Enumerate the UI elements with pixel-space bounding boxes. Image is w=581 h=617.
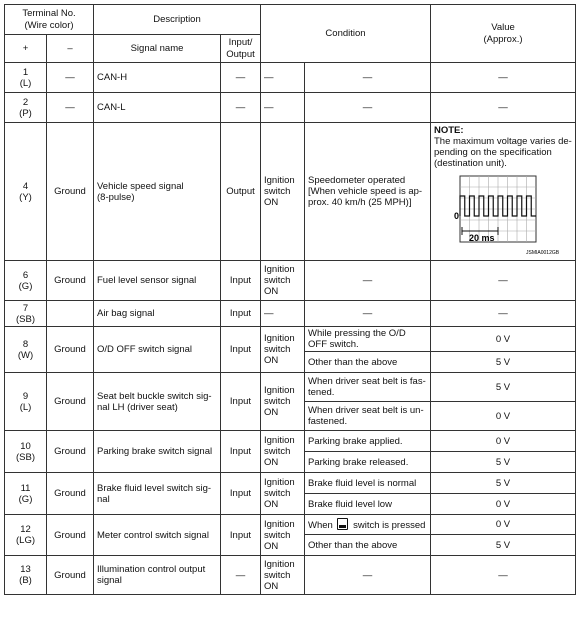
condition-switch-cell: — bbox=[261, 301, 305, 327]
value-cell: 0 V bbox=[431, 431, 576, 452]
header-description: Description bbox=[94, 5, 261, 35]
value-cell: 5 V bbox=[431, 535, 576, 556]
ground-cell: Ground bbox=[47, 431, 94, 473]
signal-name-cell: Fuel level sensor signal bbox=[94, 261, 221, 301]
value-cell: 0 V bbox=[431, 494, 576, 515]
condition-detail-cell: Parking brake released. bbox=[305, 452, 431, 473]
table-row bbox=[5, 261, 576, 301]
signal-name-cell: O/D OFF switch signal bbox=[94, 327, 221, 373]
condition-detail-cell: — bbox=[305, 556, 431, 595]
input-output-cell: Input bbox=[221, 473, 261, 515]
value-cell: 0 V bbox=[431, 327, 576, 352]
terminal-cell: 4 (Y) bbox=[5, 123, 47, 261]
signal-name-cell: Seat belt buckle switch sig- nal LH (driver seat) bbox=[94, 373, 221, 431]
table-row bbox=[5, 515, 576, 535]
note-title: NOTE: bbox=[434, 125, 464, 136]
input-output-cell: Input bbox=[221, 261, 261, 301]
meter-switch-icon bbox=[337, 518, 348, 530]
table-row bbox=[5, 431, 576, 452]
input-output-cell: Input bbox=[221, 301, 261, 327]
header-input-output: Input/ Output bbox=[221, 35, 261, 63]
table-row bbox=[5, 123, 576, 261]
value-cell: — bbox=[431, 63, 576, 93]
terminal-cell: 13 (B) bbox=[5, 556, 47, 595]
input-output-cell: Input bbox=[221, 515, 261, 556]
input-output-cell: — bbox=[221, 63, 261, 93]
signal-name-cell: Air bag signal bbox=[94, 301, 221, 327]
table-row bbox=[5, 373, 576, 402]
condition-detail-cell: When switch is pressed bbox=[305, 515, 431, 535]
input-output-cell: Output bbox=[221, 123, 261, 261]
value-cell: — bbox=[431, 261, 576, 301]
condition-detail-cell: When driver seat belt is fas- tened. bbox=[305, 373, 431, 402]
time-label: 20 ms bbox=[469, 233, 495, 243]
terminal-cell: 10 (SB) bbox=[5, 431, 47, 473]
terminal-cell: 7 (SB) bbox=[5, 301, 47, 327]
value-note-cell bbox=[431, 123, 576, 261]
signal-name-cell: Meter control switch signal bbox=[94, 515, 221, 556]
condition-switch-cell: Ignition switch ON bbox=[261, 373, 305, 431]
ground-cell bbox=[47, 301, 94, 327]
header-value: Value (Approx.) bbox=[431, 5, 576, 63]
condition-detail-cell: Speedometer operated [When vehicle speed is ap- prox. 40 km/h (25 MPH)] bbox=[305, 123, 431, 261]
terminal-cell: 1 (L) bbox=[5, 63, 47, 93]
page bbox=[4, 4, 576, 595]
terminal-cell: 9 (L) bbox=[5, 373, 47, 431]
condition-detail-cell: Brake fluid level low bbox=[305, 494, 431, 515]
table-row bbox=[5, 327, 576, 352]
header-minus: – bbox=[47, 35, 94, 63]
signal-name-cell: CAN-L bbox=[94, 93, 221, 123]
ground-cell: Ground bbox=[47, 556, 94, 595]
value-cell: 5 V bbox=[431, 352, 576, 373]
header-condition: Condition bbox=[261, 5, 431, 63]
value-cell: — bbox=[431, 93, 576, 123]
condition-detail-cell: — bbox=[305, 301, 431, 327]
input-output-cell: Input bbox=[221, 327, 261, 373]
table-row bbox=[5, 63, 576, 93]
condition-detail-cell: Brake fluid level is normal bbox=[305, 473, 431, 494]
value-cell: 5 V bbox=[431, 452, 576, 473]
condition-detail-cell: — bbox=[305, 93, 431, 123]
condition-detail-cell: When driver seat belt is un- fastened. bbox=[305, 402, 431, 431]
ground-cell: Ground bbox=[47, 373, 94, 431]
signal-name-cell: Vehicle speed signal (8-pulse) bbox=[94, 123, 221, 261]
condition-switch-cell: Ignition switch ON bbox=[261, 473, 305, 515]
input-output-cell: Input bbox=[221, 373, 261, 431]
terminal-table bbox=[4, 4, 576, 595]
waveform-diagram bbox=[434, 172, 572, 256]
condition-detail-cell: — bbox=[305, 63, 431, 93]
condition-switch-cell: Ignition switch ON bbox=[261, 261, 305, 301]
condition-detail-cell: Other than the above bbox=[305, 535, 431, 556]
value-cell: 5 V bbox=[431, 373, 576, 402]
condition-detail-cell: Other than the above bbox=[305, 352, 431, 373]
zero-label: 0 bbox=[454, 211, 460, 221]
value-cell: — bbox=[431, 556, 576, 595]
condition-detail-cell: While pressing the O/D OFF switch. bbox=[305, 327, 431, 352]
signal-name-cell: CAN-H bbox=[94, 63, 221, 93]
condition-switch-cell: Ignition switch ON bbox=[261, 431, 305, 473]
condition-switch-cell: — bbox=[261, 93, 305, 123]
value-cell: 0 V bbox=[431, 402, 576, 431]
table-row bbox=[5, 556, 576, 595]
terminal-cell: 11 (G) bbox=[5, 473, 47, 515]
ground-cell: — bbox=[47, 63, 94, 93]
ground-cell: Ground bbox=[47, 261, 94, 301]
condition-switch-cell: Ignition switch ON bbox=[261, 515, 305, 556]
value-cell: 5 V bbox=[431, 473, 576, 494]
value-cell: 0 V bbox=[431, 515, 576, 535]
value-cell: — bbox=[431, 301, 576, 327]
input-output-cell: — bbox=[221, 556, 261, 595]
header-terminal: Terminal No. (Wire color) bbox=[5, 5, 94, 35]
ground-cell: Ground bbox=[47, 515, 94, 556]
table-row bbox=[5, 301, 576, 327]
note-text: The maximum voltage varies de- pending on the specification (destination unit). bbox=[434, 136, 572, 169]
terminal-cell: 8 (W) bbox=[5, 327, 47, 373]
ground-cell: — bbox=[47, 93, 94, 123]
ground-cell: Ground bbox=[47, 327, 94, 373]
input-output-cell: Input bbox=[221, 431, 261, 473]
figure-code: JSMIA0012GB bbox=[526, 250, 560, 256]
terminal-cell: 2 (P) bbox=[5, 93, 47, 123]
ground-cell: Ground bbox=[47, 123, 94, 261]
condition-switch-cell: Ignition switch ON bbox=[261, 123, 305, 261]
condition-detail-cell: — bbox=[305, 261, 431, 301]
condition-switch-cell: — bbox=[261, 63, 305, 93]
condition-switch-cell: Ignition switch ON bbox=[261, 556, 305, 595]
terminal-cell: 12 (LG) bbox=[5, 515, 47, 556]
ground-cell: Ground bbox=[47, 473, 94, 515]
input-output-cell: — bbox=[221, 93, 261, 123]
condition-switch-cell: Ignition switch ON bbox=[261, 327, 305, 373]
condition-detail-cell: Parking brake applied. bbox=[305, 431, 431, 452]
terminal-cell: 6 (G) bbox=[5, 261, 47, 301]
header-signal-name: Signal name bbox=[94, 35, 221, 63]
header-plus: + bbox=[5, 35, 47, 63]
table-row bbox=[5, 473, 576, 494]
signal-name-cell: Parking brake switch signal bbox=[94, 431, 221, 473]
signal-name-cell: Brake fluid level switch sig- nal bbox=[94, 473, 221, 515]
table-row bbox=[5, 93, 576, 123]
signal-name-cell: Illumination control output signal bbox=[94, 556, 221, 595]
